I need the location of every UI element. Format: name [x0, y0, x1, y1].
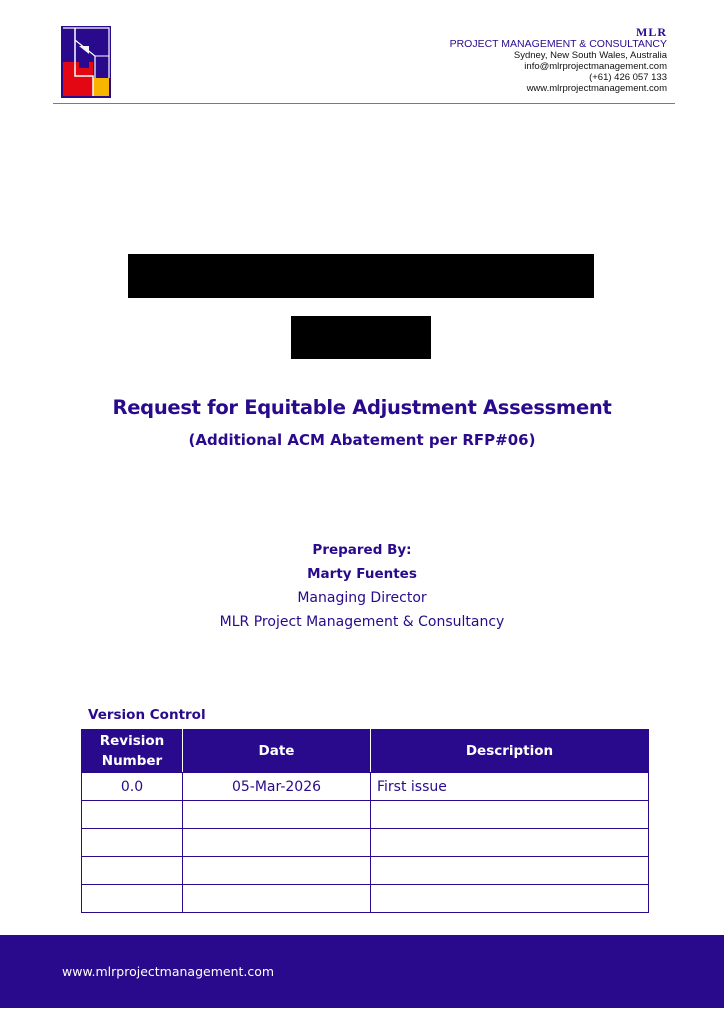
header-revision-line1: Revision	[99, 733, 165, 749]
cell-description	[371, 829, 649, 857]
header-description: Description	[371, 730, 649, 773]
document-subtitle: (Additional ACM Abatement per RFP#06)	[188, 431, 536, 449]
cell-date	[183, 885, 371, 913]
page-footer	[0, 935, 724, 1008]
prepared-by-block	[0, 540, 724, 636]
cell-revision	[82, 885, 183, 913]
table-row	[82, 857, 649, 885]
company-email[interactable]: info@mlrprojectmanagement.com	[524, 61, 667, 72]
cell-date	[183, 801, 371, 829]
cell-revision	[82, 801, 183, 829]
company-website[interactable]: www.mlrprojectmanagement.com	[526, 83, 667, 94]
redaction-block	[291, 316, 431, 359]
table-row	[82, 885, 649, 913]
company-brand: MLR	[636, 25, 667, 39]
company-logo	[61, 26, 111, 98]
version-control-table	[81, 729, 649, 913]
header-divider	[53, 103, 675, 104]
redaction-block	[128, 254, 594, 298]
cell-description: First issue	[371, 773, 649, 801]
company-name: PROJECT MANAGEMENT & CONSULTANCY	[449, 38, 667, 50]
cell-description	[371, 885, 649, 913]
cell-description	[371, 857, 649, 885]
cell-revision	[82, 857, 183, 885]
company-phone: (+61) 426 057 133	[589, 72, 667, 83]
author-role: Managing Director	[297, 590, 427, 606]
cell-revision	[82, 829, 183, 857]
header-revision-number	[82, 730, 183, 773]
author-company: MLR Project Management & Consultancy	[219, 614, 505, 630]
table-header-row	[82, 730, 649, 773]
header-date: Date	[183, 730, 371, 773]
header-revision-line2: Number	[101, 753, 163, 769]
author-name: Marty Fuentes	[307, 566, 417, 582]
company-info	[450, 27, 667, 94]
prepared-by-label: Prepared By:	[312, 542, 412, 558]
cell-date: 05-Mar-2026	[183, 773, 371, 801]
company-location: Sydney, New South Wales, Australia	[513, 50, 667, 61]
document-title: Request for Equitable Adjustment Assessment	[112, 396, 612, 419]
cell-date	[183, 857, 371, 885]
cell-revision: 0.0	[82, 773, 183, 801]
version-control-label: Version Control	[88, 707, 206, 723]
cell-date	[183, 829, 371, 857]
table-row	[82, 773, 649, 801]
footer-website-link[interactable]: www.mlrprojectmanagement.com	[62, 964, 275, 979]
table-row	[82, 801, 649, 829]
cell-description	[371, 801, 649, 829]
table-row	[82, 829, 649, 857]
